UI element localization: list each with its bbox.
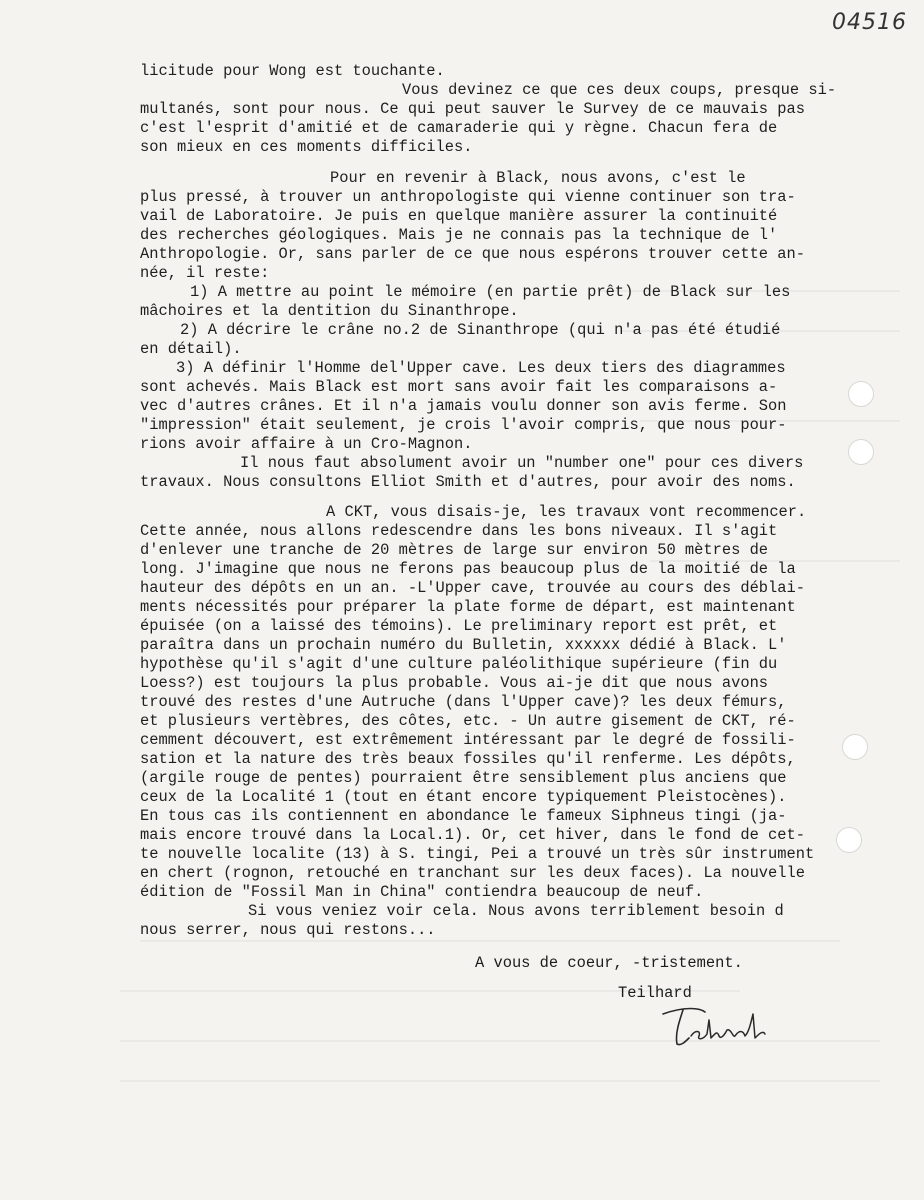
text-line: nous serrer, nous qui restons...	[140, 921, 436, 939]
text-line: long. J'imagine que nous ne ferons pas beaucoup plus de la moitié de la	[140, 560, 796, 578]
text-line: Loess?) est toujours la plus probable. Vous ai-je dit que nous avons	[140, 674, 769, 692]
text-line: née, il reste:	[140, 264, 270, 282]
text-line: ceux de la Localité 1 (tout en étant encore typiquement Pleistocènes).	[140, 788, 787, 806]
text-line: Anthropologie. Or, sans parler de ce que nous espérons trouver cette an-	[140, 245, 805, 263]
text-line: plus pressé, à trouver un anthropologiste qui vienne continuer son tra-	[140, 188, 796, 206]
archive-number: 04516	[832, 10, 907, 35]
text-line: des recherches géologiques. Mais je ne connais pas la technique de l'	[140, 226, 778, 244]
punch-hole	[848, 381, 874, 407]
text-line: trouvé des restes d'une Autruche (dans l'Upper cave)? les deux fémurs,	[140, 693, 787, 711]
text-line: vail de Laboratoire. Je puis en quelque manière assurer la continuité	[140, 207, 778, 225]
text-line: "impression" était seulement, je crois l'avoir compris, que nous pour-	[140, 416, 787, 434]
text-line: rions avoir affaire à un Cro-Magnon.	[140, 435, 473, 453]
punch-hole	[842, 734, 868, 760]
closing-line: A vous de coeur, -tristement.	[475, 954, 743, 972]
text-line: en chert (rognon, retouché en tranchant sur les deux faces). La nouvelle	[140, 864, 805, 882]
text-line: vec d'autres crânes. Et il n'a jamais voulu donner son avis ferme. Son	[140, 397, 787, 415]
text-line: son mieux en ces moments difficiles.	[140, 138, 473, 156]
text-line: travaux. Nous consultons Elliot Smith et d'autres, pour avoir des noms.	[140, 473, 796, 491]
text-line: hypothèse qu'il s'agit d'une culture paléolithique supérieure (fin du	[140, 655, 778, 673]
closing-name: Teilhard	[618, 984, 692, 1002]
text-line: c'est l'esprit d'amitié et de camaraderie qui y règne. Chacun fera de	[140, 119, 778, 137]
text-line: mais encore trouvé dans la Local.1). Or, cet hiver, dans le fond de cet-	[140, 826, 805, 844]
text-line: en détail).	[140, 340, 242, 358]
text-line: et plusieurs vertèbres, des côtes, etc. - Un autre gisement de CKT, ré-	[140, 712, 796, 730]
text-line: épuisée (on a laissé des témoins). Le preliminary report est prêt, et	[140, 617, 778, 635]
text-line: ments nécessités pour préparer la plate forme de départ, est maintenant	[140, 598, 796, 616]
text-line: te nouvelle localite (13) à S. tingi, Pei a trouvé un très sûr instrument	[140, 845, 815, 863]
text-line: sation et la nature des très beaux fossiles qu'il renferme. Les dépôts,	[140, 750, 796, 768]
text-line: cemment découvert, est extrêmement intéressant par le degré de fossili-	[140, 731, 796, 749]
text-line: Si vous veniez voir cela. Nous avons terriblement besoin d	[248, 902, 784, 920]
text-line: sont achevés. Mais Black est mort sans avoir fait les comparaisons a-	[140, 378, 778, 396]
handwritten-signature	[655, 1000, 795, 1050]
text-line: mâchoires et la dentition du Sinanthrope.	[140, 302, 519, 320]
text-line: (argile rouge de pentes) pourraient être sensiblement plus anciens que	[140, 769, 787, 787]
text-line: multanés, sont pour nous. Ce qui peut sauver le Survey de ce mauvais pas	[140, 100, 805, 118]
text-line: paraîtra dans un prochain numéro du Bulletin, xxxxxx dédié à Black. L'	[140, 636, 787, 654]
text-line: 3) A définir l'Homme del'Upper cave. Les deux tiers des diagrammes	[176, 359, 786, 377]
text-line: Cette année, nous allons redescendre dans les bons niveaux. Il s'agit	[140, 522, 778, 540]
text-line: A CKT, vous disais-je, les travaux vont recommencer.	[326, 503, 807, 521]
text-line: 2) A décrire le crâne no.2 de Sinanthrope (qui n'a pas été étudié	[180, 321, 781, 339]
text-line: d'enlever une tranche de 20 mètres de large sur environ 50 mètres de	[140, 541, 769, 559]
text-line: licitude pour Wong est touchante.	[140, 62, 445, 80]
text-line: Il nous faut absolument avoir un "number one" pour ces divers	[240, 454, 804, 472]
text-line: édition de "Fossil Man in China" contiendra beaucoup de neuf.	[140, 883, 704, 901]
text-line: Vous devinez ce que ces deux coups, presque si-	[402, 81, 837, 99]
text-line: Pour en revenir à Black, nous avons, c'est le	[330, 169, 746, 187]
text-line: hauteur des dépôts en un an. -L'Upper cave, trouvée au cours des déblai-	[140, 579, 805, 597]
text-line: En tous cas ils contiennent en abondance le fameux Siphneus tingi (ja-	[140, 807, 787, 825]
text-line: 1) A mettre au point le mémoire (en partie prêt) de Black sur les	[190, 283, 791, 301]
punch-hole	[848, 439, 874, 465]
punch-hole	[836, 827, 862, 853]
